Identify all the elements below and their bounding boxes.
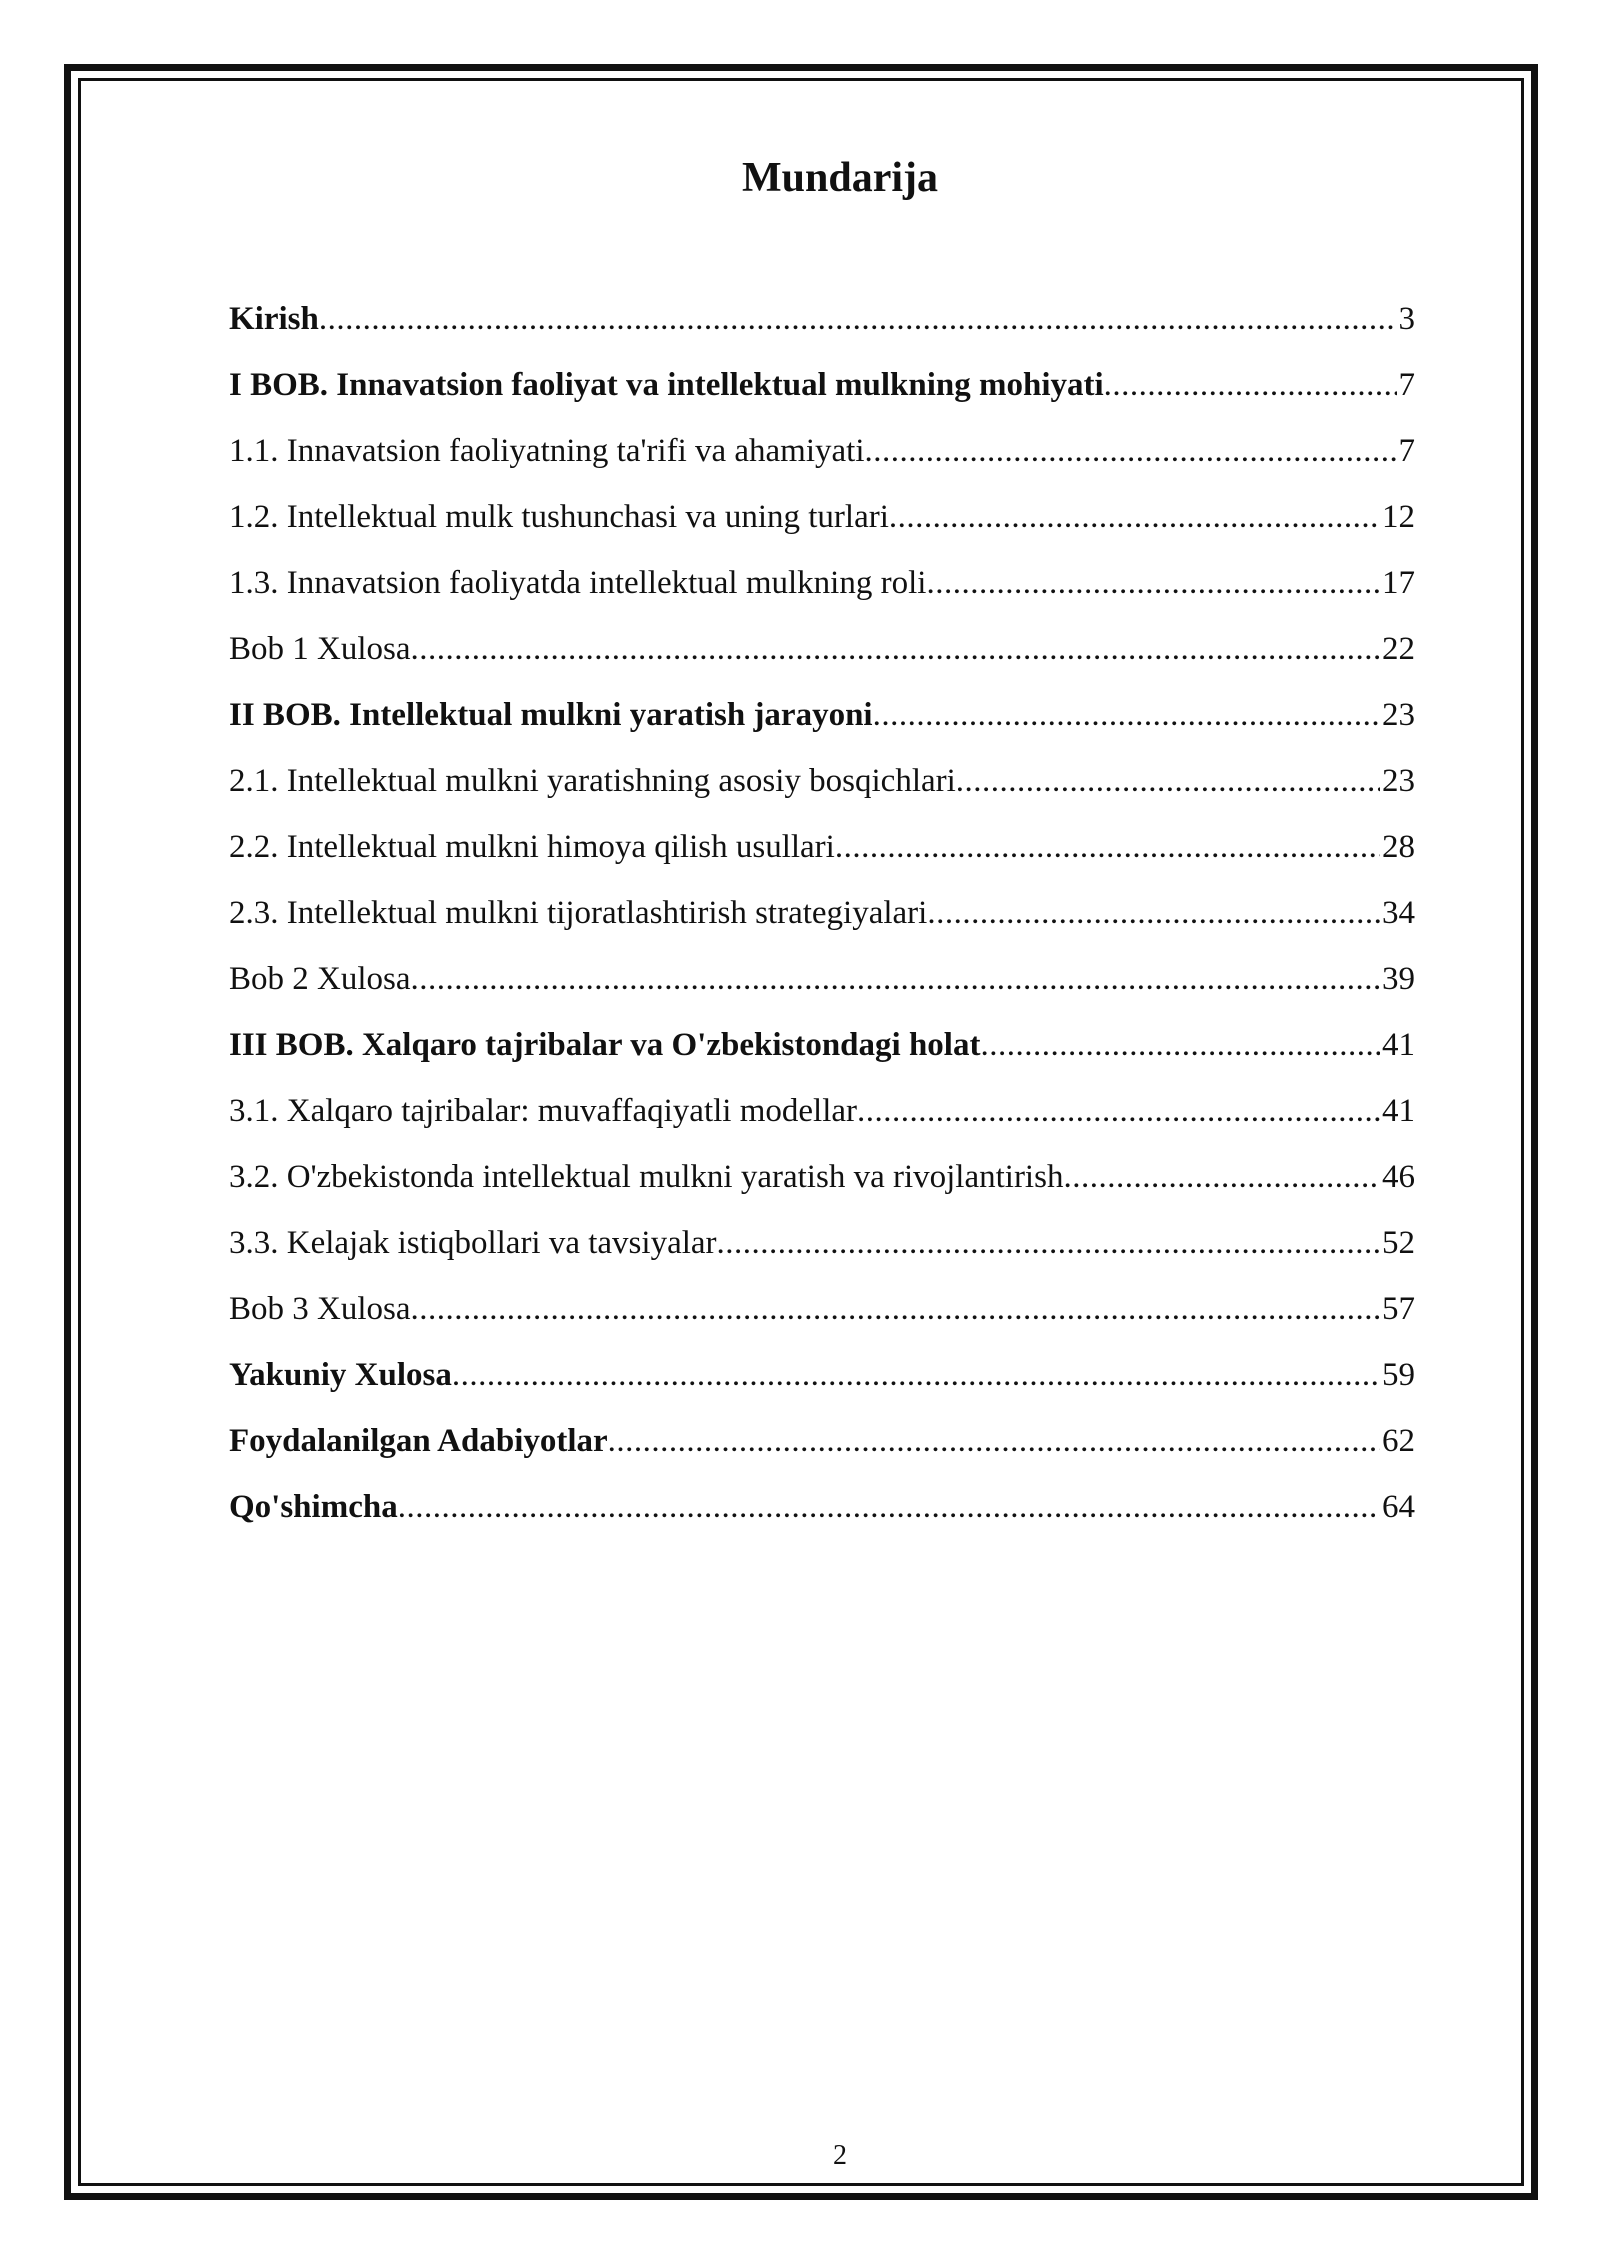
- toc-entry[interactable]: [229, 286, 1415, 352]
- toc-dot-leader: [857, 1078, 1380, 1144]
- toc-entry[interactable]: [229, 418, 1415, 484]
- toc-dot-leader: [608, 1408, 1380, 1474]
- toc-dot-leader: [889, 484, 1380, 550]
- toc-entry-page: 28: [1382, 829, 1415, 865]
- toc-entry-label: 3.3. Kelajak istiqbollari va tavsiyalar: [229, 1225, 717, 1261]
- toc-entry-label: 2.3. Intellektual mulkni tijoratlashtirish strategiyalari: [229, 895, 928, 931]
- toc-entry-label: Yakuniy Xulosa: [229, 1357, 452, 1393]
- toc-entry-label: III BOB. Xalqaro tajribalar va O'zbekistondagi holat: [229, 1027, 981, 1063]
- toc-entry[interactable]: [229, 1144, 1415, 1210]
- toc-entry-page: 23: [1382, 697, 1415, 733]
- page-number: 2: [833, 2140, 847, 2171]
- toc-entry-page: 41: [1382, 1027, 1415, 1063]
- toc-entry-page: 34: [1382, 895, 1415, 931]
- page-title: Mundarija: [741, 155, 938, 201]
- toc-entry-label: Bob 2 Xulosa: [229, 961, 411, 997]
- toc-entry-page: 22: [1382, 631, 1415, 667]
- toc-dot-leader: [398, 1474, 1380, 1540]
- toc-entry-page: 17: [1382, 565, 1415, 601]
- toc-entry-page: 3: [1398, 301, 1415, 337]
- toc-dot-leader: [411, 946, 1381, 1012]
- toc-entry-page: 23: [1382, 763, 1415, 799]
- toc-entry-label: Qo'shimcha: [229, 1489, 398, 1525]
- toc-dot-leader: [319, 286, 1397, 352]
- toc-entry-label: 3.2. O'zbekistonda intellektual mulkni yaratish va rivojlantirish: [229, 1159, 1064, 1195]
- toc-entry[interactable]: [229, 616, 1415, 682]
- toc-entry-label: 2.1. Intellektual mulkni yaratishning asosiy bosqichlari: [229, 763, 956, 799]
- toc-dot-leader: [956, 748, 1380, 814]
- toc-entry-label: 3.1. Xalqaro tajribalar: muvaffaqiyatli modellar: [229, 1093, 857, 1129]
- toc-entry-label: 1.1. Innavatsion faoliyatning ta'rifi va ahamiyati: [229, 433, 865, 469]
- table-of-contents: [229, 286, 1415, 1540]
- toc-dot-leader: [1104, 352, 1397, 418]
- toc-entry[interactable]: [229, 1474, 1415, 1540]
- toc-entry[interactable]: [229, 946, 1415, 1012]
- toc-entry[interactable]: [229, 880, 1415, 946]
- toc-dot-leader: [411, 616, 1381, 682]
- toc-entry[interactable]: [229, 1012, 1415, 1078]
- toc-entry[interactable]: [229, 814, 1415, 880]
- toc-dot-leader: [926, 550, 1380, 616]
- toc-entry-label: 1.3. Innavatsion faoliyatda intellektual mulkning roli: [229, 565, 927, 601]
- toc-entry[interactable]: [229, 748, 1415, 814]
- toc-entry[interactable]: [229, 352, 1415, 418]
- toc-entry[interactable]: [229, 550, 1415, 616]
- toc-entry-page: 59: [1382, 1357, 1415, 1393]
- toc-entry[interactable]: [229, 1342, 1415, 1408]
- toc-entry[interactable]: [229, 682, 1415, 748]
- toc-dot-leader: [927, 880, 1380, 946]
- toc-dot-leader: [873, 682, 1380, 748]
- toc-entry[interactable]: [229, 484, 1415, 550]
- toc-dot-leader: [717, 1210, 1380, 1276]
- toc-entry-page: 39: [1382, 961, 1415, 997]
- toc-entry-label: II BOB. Intellektual mulkni yaratish jarayoni: [229, 697, 873, 733]
- toc-entry-page: 62: [1382, 1423, 1415, 1459]
- toc-entry-page: 64: [1382, 1489, 1415, 1525]
- toc-entry-page: 52: [1382, 1225, 1415, 1261]
- toc-entry-label: 2.2. Intellektual mulkni himoya qilish usullari: [229, 829, 835, 865]
- toc-entry-page: 7: [1398, 367, 1415, 403]
- toc-dot-leader: [411, 1276, 1381, 1342]
- toc-dot-leader: [980, 1012, 1380, 1078]
- toc-entry-label: Bob 3 Xulosa: [229, 1291, 411, 1327]
- toc-entry[interactable]: [229, 1210, 1415, 1276]
- toc-entry-label: 1.2. Intellektual mulk tushunchasi va uning turlari: [229, 499, 889, 535]
- toc-entry-page: 57: [1382, 1291, 1415, 1327]
- toc-entry-page: 12: [1382, 499, 1415, 535]
- toc-entry-label: Foydalanilgan Adabiyotlar: [229, 1423, 608, 1459]
- toc-entry[interactable]: [229, 1276, 1415, 1342]
- toc-entry-label: Kirish: [229, 301, 319, 337]
- toc-entry-page: 7: [1398, 433, 1415, 469]
- toc-dot-leader: [1063, 1144, 1380, 1210]
- toc-entry[interactable]: [229, 1078, 1415, 1144]
- toc-dot-leader: [865, 418, 1397, 484]
- toc-entry-page: 41: [1382, 1093, 1415, 1129]
- toc-entry-label: I BOB. Innavatsion faoliyat va intellektual mulkning mohiyati: [229, 367, 1104, 403]
- toc-entry-label: Bob 1 Xulosa: [229, 631, 411, 667]
- toc-dot-leader: [835, 814, 1380, 880]
- toc-entry-page: 46: [1382, 1159, 1415, 1195]
- toc-dot-leader: [452, 1342, 1380, 1408]
- toc-entry[interactable]: [229, 1408, 1415, 1474]
